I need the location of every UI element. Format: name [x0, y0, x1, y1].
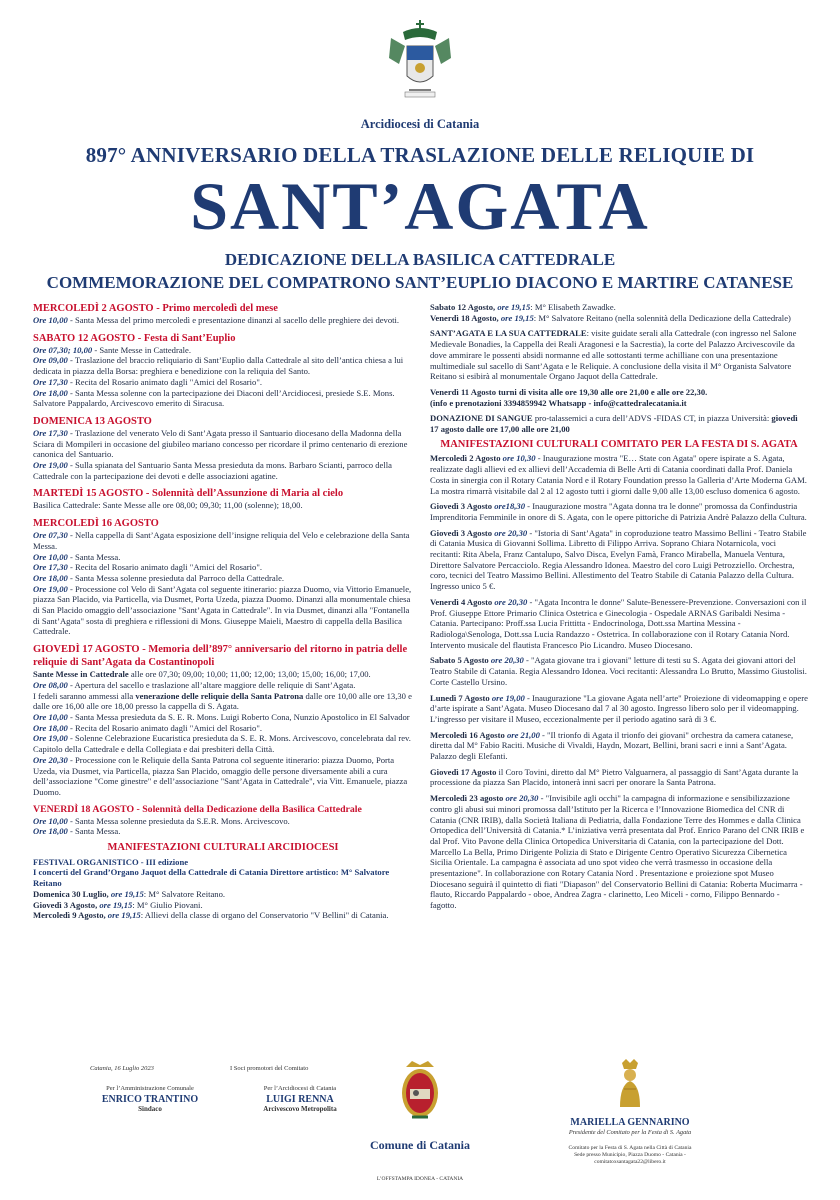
archdiocese-name: Arcidiocesi di Catania — [360, 117, 480, 131]
event-item: Sabato 5 Agosto ore 20,30 - "Agata giovane tra i giovani" letture di testi su S. Agata dei giovani attori del Teatro Stabile di Catania. Regia Alessandro Idonea. Voci recitanti: Alessandra Lo Brutto, Massimo Giustolisi. Corte Castello Ursino. — [430, 655, 807, 687]
subtitle-dedication: DEDICAZIONE DELLA BASILICA CATTEDRALE — [224, 250, 616, 269]
catania-city-coat-of-arms-icon — [398, 1059, 442, 1121]
event-item: Lunedì 7 Agosto ore 19,00 - Inaugurazione "La giovane Agata nell’arte" Proiezione di videomapping e opere d’arte ispirate a Sant’Agata. Museo Diocesano dal 7 al 30 agosto. Ingresso libero solo per il videomapping. L’ingresso per visitare il Museo, eccezionalmente per il periodo agatino sarà di 3 €. — [430, 692, 808, 724]
festival-subtitle: I concerti del Grand’Organo Jaquot della Cattedrale di Catania Direttore artistico: M° Salvatore Reitano — [33, 867, 390, 889]
subtitle-commemoration: COMMEMORAZIONE DEL COMPATRONO SANT’EUPLIO DIACONO E MARTIRE CATANESE — [46, 273, 794, 292]
visit-times: Venerdì 11 Agosto turni di visita alle ore 19,30 alle ore 21,00 e alle ore 22,30. — [430, 386, 708, 397]
comune-label: Comune di Catania — [369, 1138, 470, 1152]
day-block-5: MERCOLEDÌ 16 AGOSTO Ore 07,30 - Nella cappella di Sant’Agata esposizione dell’insigne reliquia del Velo e celebrazione della Santa Messa. Ore 10,00 - Santa Messa. Ore 17,30 - Recita del Rosario animato dagli "Amici del Rosario". Ore 18,00 - Santa Messa solenne presieduta dal Parroco della Cattedrale. Ore 19,00 - Processione col Velo di Sant’Agata col seguente itinerario: piazza Duomo, via Vittorio Emanuele, piazza San Placido, via Particella, via Dusmet, Porta Uzeda, piazza Duomo. Dinanzi alla monumentale chiesa di San Placido omaggio dell’associazione "Sant’Agata in Cattedrale". In via Dusmet, dinanzi alla "Fontanella di Sant’Agata" sosta di preghiera e riflessioni di Mons. Giuseppe Maieli, Maestro di cappella della Basilica Cattedrale. — [33, 518, 412, 637]
event-item: Giovedì 3 Agosto ore18,30 - Inaugurazione mostra "Agata donna tra le donne" promossa da Confindustria Imprenditoria Femminile in onore di S. Agata, con le opere pittoriche di Patrizia Andrè Palazzo della Cultura. — [430, 501, 807, 522]
festival-title: FESTIVAL ORGANISTICO - III edizione — [33, 856, 189, 867]
event-item: Giovedì 17 Agosto il Coro Tovini, diretto dal M° Pietro Valguarnera, al passaggio di Sant’Agata durante la processione da piazza San Placido, intonerà inni sacri per onorare la Santa Patrona. — [430, 766, 799, 788]
committee-president-name: MARIELLA GENNARINO — [570, 1117, 690, 1128]
event-item: Mercoledì 16 Agosto ore 21,00 - "Il trionfo di Agata il trionfo dei giovani" orchestra da camera catanese, diretta dal M° Fabio Raciti. Musiche di Vivaldi, Haydn, Mozart, Bellini, brani sacri e inni a Sant’Agata. Palazzo degli Elefanti. — [430, 729, 794, 762]
main-title: SANT’AGATA — [190, 168, 650, 244]
section-heading-comitato: MANIFESTAZIONI CULTURALI COMITATO PER LA FESTA DI S. AGATA — [440, 438, 798, 450]
right-column: Sabato 12 Agosto, ore 19,15: M° Elisabeth Zawadke. Venerdì 18 Agosto, ore 19,15: M° Salvatore Reitano (nella solennità della Dedicazione della Cattedrale) SANT’AGATA E LA SUA CATTEDRALE: visite guidate serali alla Cattedrale (con ingresso nel Salone Medievale Bonadies, la Cappella dei Reali Aragonesi e la Sacrestia), la corte del Palazzo Arcivescovile da dove ammirare le possenti absidi normanne ed alle sottostanti terme achilliane con una presentazione multimediale sul sacello di Sant’Agata e le Reliquie. A conclusione della visita il M° Organista Salvatore Reitano si esibirà al monumentale Organo Jaquot della Cattedrale. Venerdì 11 Agosto turni di visita alle ore 19,30 alle ore 21,00 e alle ore 22,30. (info e prenotazioni 3394859942 Whatsapp - info@cattedralecatania.it DONAZIONE DI SANGUE pro-talassemici a cura dell’ADVS -FIDAS CT, in piazza Università: giovedì 17 agosto dalle ore 17,00 alle ore 21,00 MANIFESTAZIONI CULTURALI COMITATO PER LA FESTA DI S. AGATA Mercoledì 2 Agosto ore 10,30 - Inaugurazione mostra "E… State con Agata" opere ispirate a S. Agata, realizzate dagli allievi ed ex allievi dell’Accademia di Belle Arti di Catania coordinati dalla Prof. Daniela Costa in sinergia con il Rotary Catania Nord e il Rotary Foundation presso la Galleria d’Arte Moderna GAM. La mostra rimarrà visitabile dal 2 al 12 agosto tutti i giorni dalle 9,00 alle 13,00 escluso domenica 6 agosto. Giovedì 3 Agosto ore18,30 - Inaugurazione mostra "Agata donna tra le donne" promossa da Confindustria Imprenditoria Femminile in onore di S. Agata, con le opere pittoriche di Patrizia Andrè Palazzo della Cultura. Giovedì 3 Agosto ore 20,30 - "Istoria di Sant’Agata" in coproduzione teatro Massimo Bellini - Teatro Stabile di Catania Musica di Giovanni Sollima. Libretto di Filippo Arriva. Soprano Chiara Notarnicola, voci recitanti: Rita Abela, Franz Cantalupo, Salvo Disca, Evelyn Famà, Franco Mirabella, Manuela Ventura, Direttore Salvatore Percacciolo. Regia Alessandro Idonea. Maestro del coro Luigi Petrozziello. Orchestra, coro, tecnici del Teatro Massimo Bellini. Allestimento del Teatro Stabile di Catania Palazzo della Cultura. Ingresso unico 5 €. Venerdì 4 Agosto ore 20,30 - "Agata Incontra le donne" Salute-Benessere-Prevenzione. Conversazioni con il Prof. Giuseppe Ettore Primario Clinica Ostetrica e Ginecologia - Ospedale ARNAS Garibaldi Nesima - Catania. Partecipano: Proff.ssa Lucia Frittitta - Endocrinologa, Dott.ssa Martina Messina - Radiologa\Senologa, Dott.ssa Lucia Randazzo - Ostetrica. In collaborazione con il Rotary Catania Nord. Intervento musicale del flautista Francesco Pio Licandro. Museo Diocesano. Sabato 5 Agosto ore 20,30 - "Agata giovane tra i giovani" letture di testi su S. Agata dei giovani attori del Teatro Stabile di Catania. Regia Alessandro Idonea. Voci recitanti: Alessandra Lo Brutto, Massimo Giustolisi. Corte Castello Ursino. Lunedì 7 Agosto ore 19,00 - Inaugurazione "La giovane Agata nell’arte" Proiezione di videomapping e opere d’arte ispirate a Sant’Agata. Museo Diocesano dal 7 al 30 agosto. Ingresso libero solo per il videomapping. L’ingresso per visitare il Museo, eccezionalmente per il periodo agatino sarà di 3 €. Mercoledì 16 Agosto ore 21,00 - "Il trionfo di Agata il trionfo dei giovani" orchestra da camera catanese, diretta dal M° Fabio Raciti. Musiche di Vivaldi, Haydn, Mozart, Bellini, brani sacri e inni a Sant’Agata. Palazzo degli Elefanti. Giovedì 17 Agosto il Coro Tovini, diretto dal M° Pietro Valguarnera, al passaggio di Sant’Agata durante la processione da piazza San Placido, intonerà inni sacri per onorare la Santa Patrona. Mercoledì 23 agosto ore 20,30 - "Invisibile agli occhi" la campagna di informazione e sensibilizzazione contro gli abusi sui minori promossa dall’Istituto per la Ricerca e l’Innovazione Biomedica del CNR di Catania (CNR IRIB), dalla Società Italiana di Pediatria, dalla Fondazione Terre des Hommes e dalla Clinica Ortopedica dell’Università di Catania.* L’iniziativa verrà presentata dal Prof. Enrico Parano del CNR IRIB e dal Prof. Vito Pavone della Clinica Ortopedica Universitaria di Catania, con la partecipazione del Dott. Marcello La Bella, Primo Dirigente Polizia di Stato e Dirigente Centro Operativo Sicurezza Cibernetica Sicilia Orientale. La campagna è associata ad uno spot video che verrà trasmesso in occasione della presentazione". In collaborazione con Rotary Catania Nord . Presentazione e proiezione spot Museo Diocesano seguirà il quintetto di fiati "Diapason" del Conservatorio Bellini di Catania: Roberta Mucimarra - flauto, Riccardo Pappalardo - oboe, Andrea Zagra - clarinetto, Leo Miceli - corno, Filippo Bennardo - fagotto. — [430, 302, 808, 911]
day-title: MERCOLEDÌ 2 AGOSTO - Primo mercoledì del mese — [33, 303, 278, 314]
day-block-7: VENERDÌ 18 AGOSTO - Solennità della Dedicazione della Basilica Cattedrale Ore 10,00 - Santa Messa solenne presieduta da S.E.R. Mons. Arcivescovo. Ore 18,00 - Santa Messa. — [33, 804, 413, 837]
committee-president-role: Presidente del Comitato per la Festa di S. Agata — [568, 1129, 692, 1136]
signature-mayor: Per l’Amministrazione Comunale ENRICO TRANTINO Sindaco — [101, 1085, 199, 1113]
signature-archbishop: Per l’Arcidiocesi di Catania LUIGI RENNA Arcivescovo Metropolita — [263, 1085, 337, 1113]
day-block-4: MARTEDÌ 15 AGOSTO - Solennità dell’Assunzione di Maria al cielo Basilica Cattedrale: Sante Messe alle ore 08,00; 09,30; 11,00 (solenne); 18,00. — [33, 487, 413, 511]
day-title: VENERDÌ 18 AGOSTO - Solennità della Dedicazione della Basilica Cattedrale — [33, 803, 362, 815]
event-item: Venerdì 4 Agosto ore 20,30 - "Agata Incontra le donne" Salute-Benessere-Prevenzione. Conversazioni con il Prof. Giuseppe Ettore Primario Clinica Ostetrica e Ginecologia - Ospedale ARNAS Garibaldi Nesima - Catania. Partecipano: Proff.ssa Lucia Frittitta - Endocrinologa, Dott.ssa Martina Messina - Radiologa\Senologa, Dott.ssa Lucia Randazzo - Ostetrica. In collaborazione con il Rotary Catania Nord. Intervento musicale del flautista Francesco Pio Licandro. Museo Diocesano. — [430, 596, 807, 650]
event-item: Mercoledì 23 agosto ore 20,30 - "Invisibile agli occhi" la campagna di informazione e sensibilizzazione contro gli abusi sui minori promossa dall’Istituto per la Ricerca e l’Innovazione Biomedica del CNR di Catania (CNR IRIB), dalla Società Italiana di Pediatria, dalla Fondazione Terre des Hommes e dalla Clinica Ortopedica dell’Università di Catania.* L’iniziativa verrà presentata dal Prof. Enrico Parano del CNR IRIB e dal Prof. Vito Pavone della Clinica Ortopedica Universitaria di Catania, con la partecipazione del Dott. Marcello La Bella, Primo Dirigente Polizia di Stato e Dirigente Centro Operativo Sicurezza Cibernetica Sicilia Orientale. La campagna è associata ad uno spot video che verrà trasmesso in occasione della presentazione". In collaborazione con Rotary Catania Nord . Presentazione e proiezione spot Museo Diocesano seguirà il quintetto di fiati "Diapason" del Conservatorio Bellini di Catania: Roberta Mucimarra - flauto, Riccardo Pappalardo - oboe, Andrea Zagra - clarinetto, Leo Miceli - corno, Filippo Bennardo - fagotto. — [430, 793, 805, 911]
day-title: SABATO 12 AGOSTO - Festa di Sant’Euplio — [33, 332, 236, 344]
day-block-2: SABATO 12 AGOSTO - Festa di Sant’Euplio Ore 07,30; 10,00 - Sante Messe in Cattedrale. Ore 09,00 - Traslazione del braccio reliquiario di Sant’Euplio dalla Cattedrale al sito dell’antica chiesa a lui dedicata in piazza della Borsa: preghiera e benedizione con la reliquia del Santo. Ore 17,30 - Recita del Rosario animato dagli "Amici del Rosario". Ore 18,00 - Santa Messa solenne con la partecipazione dei Diaconi dell’Arcidiocesi, presiede S.E. Mons. Salvatore Pappalardo, Arcivescovo emerito di Siracusa. — [33, 332, 413, 409]
archbishop-coat-of-arms-icon — [385, 18, 455, 110]
event-item: Giovedì 3 Agosto ore 20,30 - "Istoria di Sant’Agata" in coproduzione teatro Massimo Bellini - Teatro Stabile di Catania Musica di Giovanni Sollima. Libretto di Filippo Arriva. Soprano Chiara Notarnicola, voci recitanti: Rita Abela, Franz Cantalupo, Salvo Disca, Evelyn Famà, Franco Mirabella, Manuela Ventura, Direttore Salvatore Percacciolo. Regia Alessandro Idonea. Maestro del coro Luigi Petrozziello. Orchestra, coro, tecnici del Teatro Massimo Bellini. Allestimento del Teatro Stabile di Catania Palazzo della Cultura. Ingresso unico 5 €. — [430, 527, 807, 592]
event-item: Mercoledì 2 Agosto ore 10,30 - Inaugurazione mostra "E… State con Agata" opere ispirate a S. Agata, realizzate dagli allievi ed ex allievi dell’Accademia di Belle Arti di Catania coordinati dalla Prof. Daniela Costa in sinergia con il Rotary Catania Nord e il Rotary Foundation presso la Galleria d’Arte Moderna GAM. La mostra rimarrà visitabile dal 2 al 12 agosto tutti i giorni dalle 9,00 alle 13,00 escluso domenica 6 agosto. — [430, 453, 807, 496]
printer-credit: L’OFFSTAMPA IDONEA - CATANIA — [376, 1176, 464, 1182]
day-block-6: GIOVEDÌ 17 AGOSTO - Memoria dell’897° anniversario del ritorno in patria delle reliquie di Sant’Agata da Costantinopoli Sante Messe in Cattedrale alle ore 07,30; 09,00; 10,00; 11,00; 12,00; 13,00; 15,00; 16,00; 17,00. Ore 08,00 - Apertura del sacello e traslazione all’altare maggiore delle reliquie di Sant’Agata. I fedeli saranno ammessi alla venerazione delle reliquie della Santa Patrona dalle ore 10,00 alle ore 13,30 e dalle ore 16,00 alle ore 18,00 presso la cappella di S. Agata. Ore 10,00 - Santa Messa presieduta da S. E. R. Mons. Luigi Roberto Cona, Nunzio Apostolico in El Salvador Ore 18,00 - Recita del Rosario animato dagli "Amici del Rosario". Ore 19,00 - Solenne Celebrazione Eucaristica presieduta da S. E. R. Mons. Arcivescovo, concelebrata dal rev. Capitolo della Cattedrale e della Collegiata e dai presbiteri della Città. Ore 20,30 - Processione con le Reliquie della Santa Patrona col seguente itinerario: piazza Duomo, Porta Uzeda, via Dusmet, via Particella, piazza San Placido, omaggio delle persone diversamente abili a cura dell’associazione "Come ginestre" e dell’associazione "Sant’Agata in Cattedrale", via Vitt. Emanuele, piazza Duomo. — [33, 644, 412, 797]
visit-contacts: (info e prenotazioni 3394859942 Whatsapp - info@cattedralecatania.it — [430, 397, 687, 408]
committee-address: Comitato per la Festa di S. Agata nella Città di Catania Sede presso Municipio, Piazza Duomo - Catania - comitatoxsantagata22@libero.it — [568, 1145, 692, 1165]
day-block-1: MERCOLEDÌ 2 AGOSTO - Primo mercoledì del mese Ore 10,00 - Santa Messa del primo mercoledì e presentazione dinanzi al sacello delle preghiere dei devoti. — [33, 302, 413, 326]
promoters-label: I Soci promotori del Comitato — [230, 1065, 309, 1072]
day-title: MARTEDÌ 15 AGOSTO - Solennità dell’Assunzione di Maria al cielo — [33, 488, 344, 500]
footer — [0, 1065, 840, 1200]
day-block-3: DOMENICA 13 AGOSTO Ore 17,30 - Traslazione del venerato Velo di Sant’Agata presso il Santuario diocesano della Madonna della Sciara di Mompileri in occasione del giubileo mariano concesso per ricordare il primo centenario di erezione canonica del Santuario. Ore 19,00 - Sulla spianata del Santuario Santa Messa presieduta da mons. Barbaro Scianti, parroco della Cattedrale con la partecipazione dei devoti e delle associazioni agatine. — [33, 415, 413, 482]
blood-donation-paragraph: DONAZIONE DI SANGUE pro-talassemici a cura dell’ADVS -FIDAS CT, in piazza Università: giovedì 17 agosto dalle ore 17,00 alle ore 21,00 — [430, 413, 798, 435]
anniversary-heading: 897° ANNIVERSARIO DELLA TRASLAZIONE DELLE RELIQUIE DI — [85, 143, 755, 167]
section-heading-arcidiocesi: MANIFESTAZIONI CULTURALI ARCIDIOCESI — [107, 842, 339, 854]
guided-visits-paragraph: SANT’AGATA E LA SUA CATTEDRALE: visite guidate serali alla Cattedrale (con ingresso nel Salone Medievale Bonadies, la Cappella dei Reali Aragonesi e la Sacrestia), la corte del Palazzo Arcivescovile da dove ammirare le possenti absidi normanne ed alle sottostanti terme achilliane con una presentazione multimediale sul sacello di Sant’Agata e le Reliquie. A conclusione della visita il M° Organista Salvatore Reitano si esibirà al monumentale Organo Jaquot della Cattedrale. — [430, 328, 797, 382]
day-title: DOMENICA 13 AGOSTO — [33, 415, 152, 427]
date-place: Catania, 16 Luglio 2023 — [90, 1065, 154, 1072]
day-title: MERCOLEDÌ 16 AGOSTO — [33, 518, 159, 530]
left-column: MERCOLEDÌ 2 AGOSTO - Primo mercoledì del mese Ore 10,00 - Santa Messa del primo mercoledì e presentazione dinanzi al sacello delle preghiere dei devoti. SABATO 12 AGOSTO - Festa di Sant’Euplio Ore 07,30; 10,00 - Sante Messe in Cattedrale. Ore 09,00 - Traslazione del braccio reliquiario di Sant’Euplio dalla Cattedrale al sito dell’antica chiesa a lui dedicata in piazza della Borsa: preghiera e benedizione con la reliquia del Santo. Ore 17,30 - Recita del Rosario animato dagli "Amici del Rosario". Ore 18,00 - Santa Messa solenne con la partecipazione dei Diaconi dell’Arcidiocesi, presiede S.E. Mons. Salvatore Pappalardo, Arcivescovo emerito di Siracusa. DOMENICA 13 AGOSTO Ore 17,30 - Traslazione del venerato Velo di Sant’Agata presso il Santuario diocesano della Madonna della Sciara di Mompileri in occasione del giubileo mariano concesso per ricordare il primo centenario di erezione canonica del Santuario. Ore 19,00 - Sulla spianata del Santuario Santa Messa presieduta da mons. Barbaro Scianti, parroco della Cattedrale con la partecipazione dei devoti e delle associazioni agatine. MARTEDÌ 15 AGOSTO - Solennità dell’Assunzione di Maria al cielo Basilica Cattedrale: Sante Messe alle ore 08,00; 09,30; 11,00 (solenne); 18,00. MERCOLEDÌ 16 AGOSTO Ore 07,30 - Nella cappella di Sant’Agata esposizione dell’insigne reliquia del Velo e celebrazione della Santa Messa. Ore 10,00 - Santa Messa. Ore 17,30 - Recita del Rosario animato dagli "Amici del Rosario". Ore 18,00 - Santa Messa solenne presieduta dal Parroco della Cattedrale. Ore 19,00 - Processione col Velo di Sant’Agata col seguente itinerario: piazza Duomo, via Vittorio Emanuele, piazza San Placido, via Particella, via Dusmet, Porta Uzeda, piazza Duomo. Dinanzi alla monumentale chiesa di San Placido omaggio dell’associazione "Sant’Agata in Cattedrale". In via Dusmet, dinanzi alla "Fontanella di Sant’Agata" sosta di preghiera e riflessioni di Mons. Giuseppe Maieli, Maestro di cappella della Basilica Cattedrale. GIOVEDÌ 17 AGOSTO - Memoria dell’897° anniversario del ritorno in patria delle reliquie di Sant’Agata da Costantinopoli Sante Messe in Cattedrale alle ore 07,30; 09,00; 10,00; 11,00; 12,00; 13,00; 15,00; 16,00; 17,00. Ore 08,00 - Apertura del sacello e traslazione all’altare maggiore delle reliquie di Sant’Agata. I fedeli saranno ammessi alla venerazione delle reliquie della Santa Patrona dalle ore 10,00 alle ore 13,30 e dalle ore 16,00 alle ore 18,00 presso la cappella di S. Agata. Ore 10,00 - Santa Messa presieduta da S. E. R. Mons. Luigi Roberto Cona, Nunzio Apostolico in El Salvador Ore 18,00 - Recita del Rosario animato dagli "Amici del Rosario". Ore 19,00 - Solenne Celebrazione Eucaristica presieduta da S. E. R. Mons. Arcivescovo, concelebrata dal rev. Capitolo della Cattedrale e della Collegiata e dai presbiteri della Città. Ore 20,30 - Processione con le Reliquie della Santa Patrona col seguente itinerario: piazza Duomo, Porta Uzeda, via Dusmet, via Particella, piazza San Placido, omaggio delle persone diversamente abili a cura dell’associazione "Come ginestre" e dell’associazione "Sant’Agata in Cattedrale", via Vitt. Emanuele, piazza Duomo. VENERDÌ 18 AGOSTO - Solennità della Dedicazione della Basilica Cattedrale Ore 10,00 - Santa Messa solenne presieduta da S.E.R. Mons. Arcivescovo. Ore 18,00 - Santa Messa. MANIFESTAZIONI CULTURALI ARCIDIOCESI FESTIVAL ORGANISTICO - III edizione I concerti del Grand’Organo Jaquot della Cattedrale di Catania Direttore artistico: M° Salvatore Reitano Domenica 30 Luglio, ore 19,15: M° Salvatore Reitano. Giovedì 3 Agosto, ore 19,15: M° Giulio Piovani. Mercoledì 9 Agosto, ore 19,15: Allievi della classe di organo del Conservatorio "V Bellini" di Catania. — [33, 303, 412, 921]
day-title: GIOVEDÌ 17 AGOSTO - Memoria dell’897° anniversario del ritorno in patria delle reliquie di Sant’Agata da Costantinopoli — [33, 644, 408, 669]
saint-agatha-emblem-icon — [612, 1057, 648, 1109]
